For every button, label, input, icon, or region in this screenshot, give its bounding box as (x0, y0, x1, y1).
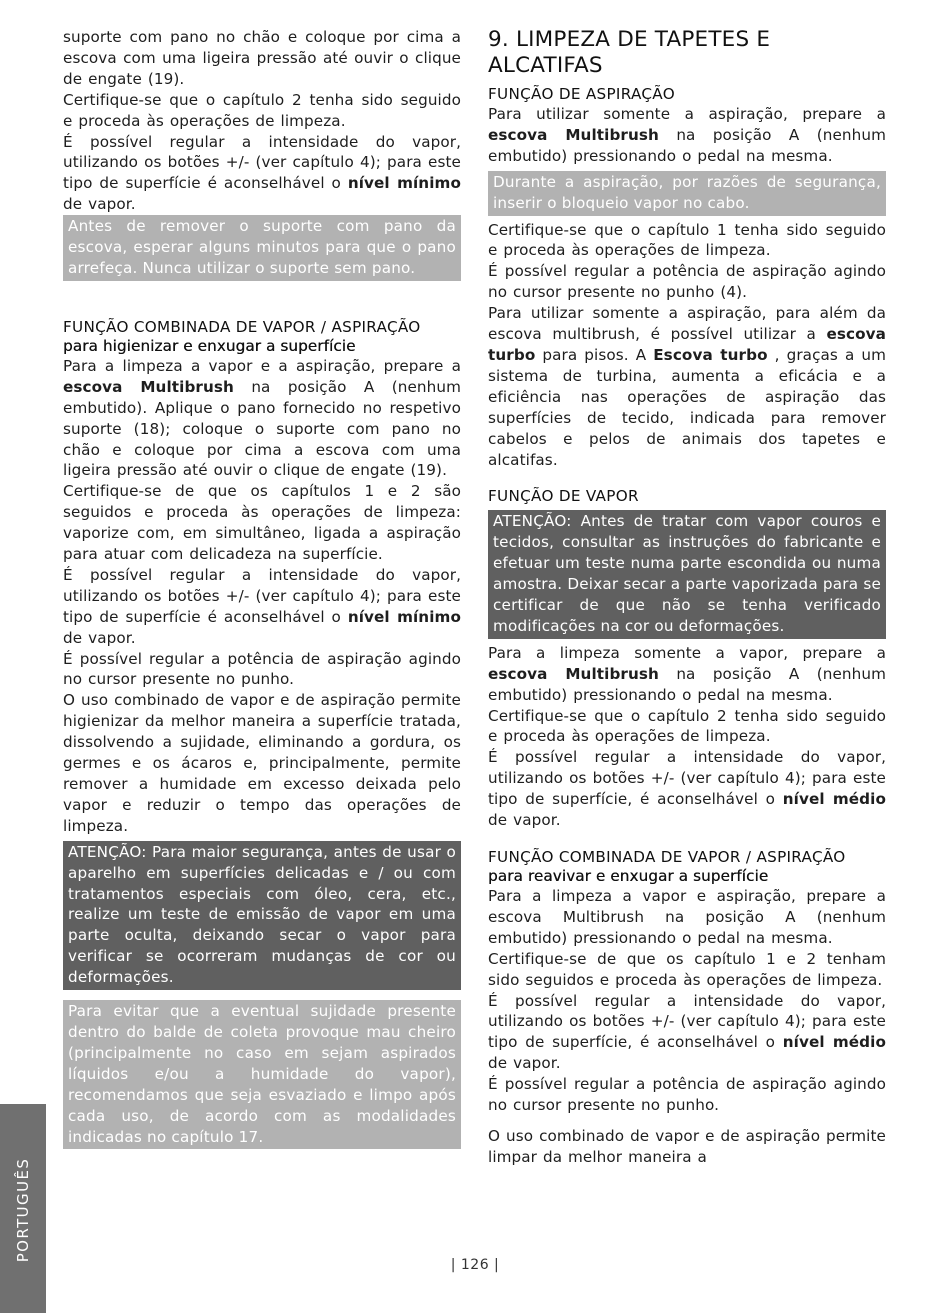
section-heading: FUNÇÃO DE ASPIRAÇÃO (488, 85, 675, 103)
paragraph: Para a limpeza a vapor e a aspiração, prepare a escova Multibrush na posição A (nenhum embutido). Aplique o pano fornecido no respetivo suporte (18); coloque o suporte com pano no chão e coloque por cima a escova com uma ligeira pressão até ouvir o clique de engate (19). (63, 356, 461, 480)
paragraph: É possível regular a potência de aspiração agindo no cursor presente no punho. (63, 649, 461, 689)
bold-term: escova Multibrush (488, 125, 659, 144)
section-heading: FUNÇÃO COMBINADA DE VAPOR / ASPIRAÇÃO (488, 848, 846, 866)
bold-term: Escova turbo (653, 345, 768, 364)
paragraph: Para utilizar somente a aspiração, prepare a escova Multibrush na posição A (nenhum embutido) pressionando o pedal na mesma. (488, 105, 886, 165)
bold-term: nível médio (782, 1033, 886, 1052)
paragraph: Certifique-se que o capítulo 2 tenha sido seguido e proceda às operações de limpeza. (63, 90, 461, 130)
bold-term: escova Multibrush (488, 664, 659, 683)
bold-term: nível mínimo (347, 174, 461, 193)
paragraph: É possível regular a intensidade do vapor, utilizando os botões +/- (ver capítulo 4); para este tipo de superfície, é aconselhável o nível médio de vapor. (488, 748, 886, 830)
paragraph: É possível regular a potência de aspiração agindo no cursor presente no punho. (488, 1075, 886, 1115)
paragraph: Certifique-se que o capítulo 2 tenha sido seguido e proceda às operações de limpeza. (488, 706, 886, 746)
paragraph: Para utilizar somente a aspiração, para além da escova multibrush, é possível utilizar a escova turbo para pisos. A Escova turbo , graças a um sistema de turbina, aumenta a eficácia e a eficiência nas operações de aspiração das superfícies de tecido, indicada para remover cabelos e pelos de animais dos tapetes e alcatifas. (488, 304, 886, 469)
paragraph: É possível regular a intensidade do vapor, utilizando os botões +/- (ver capítulo 4); para este tipo de superfície é aconselhável o nível mínimo de vapor. (63, 565, 461, 647)
section-subheading: para higienizar e enxugar a superfície (63, 336, 356, 355)
language-label: PORTUGUÊS (14, 1157, 32, 1263)
paragraph: O uso combinado de vapor e de aspiração permite higienizar da melhor maneira a superfície tratada, dissolvendo a sujidade, eliminando a gordura, os germes e os ácaros e, principalmente, permite remover a humidade em excesso deixada pelo vapor e reduzir o tempo das operações de limpeza. (63, 691, 461, 835)
paragraph: suporte com pano no chão e coloque por cima a escova com uma ligeira pressão até ouvir o clique de engate (19). (63, 28, 461, 88)
paragraph: Certifique-se que o capítulo 1 tenha sido seguido e proceda às operações de limpeza. (488, 220, 886, 260)
paragraph: Certifique-se de que os capítulos 1 e 2 são seguidos e proceda às operações de limpeza: vaporize com, em simultâneo, ligada a aspiração para atuar com delicadeza na superfície. (63, 482, 461, 564)
note-box: Para evitar que a eventual sujidade presente dentro do balde de coleta provoque mau cheiro (principalmente no caso em sejam aspirados líquidos e/ou a humidade do vapor), recomendamos que seja esvaziado e limpo após cada uso, de acordo com as modalidades indicadas no capítulo 17. (63, 1000, 461, 1149)
paragraph: É possível regular a intensidade do vapor, utilizando os botões +/- (ver capítulo 4); para este tipo de superfície, é aconselhável o nível médio de vapor. (488, 991, 886, 1073)
paragraph: O uso combinado de vapor e de aspiração permite limpar da melhor maneira a (488, 1126, 886, 1166)
paragraph: É possível regular a potência de aspiração agindo no cursor presente no punho (4). (488, 262, 886, 302)
left-column (63, 27, 461, 1149)
section-subheading: para reavivar e enxugar a superfície (488, 867, 769, 885)
bold-term: nível mínimo (347, 607, 461, 626)
note-box: Durante a aspiração, por razões de segurança, inserir o bloqueio vapor no cabo. (488, 171, 886, 216)
warning-box: ATENÇÃO: Para maior segurança, antes de usar o aparelho em superfícies delicadas e / ou com tratamentos especiais com óleo, cera, etc., realize um teste de emissão de vapor em uma parte oculta, deixando secar o vapor para verificar se ocorreram mudanças de cor ou deformações. (63, 841, 461, 990)
paragraph: Para a limpeza a vapor e aspiração, prepare a escova Multibrush na posição A (nenhum embutido) pressionando o pedal na mesma. (488, 887, 886, 947)
right-column (488, 27, 886, 1168)
note-box: Antes de remover o suporte com pano da escova, esperar alguns minutos para que o pano arrefeça. Nunca utilizar o suporte sem pano. (63, 215, 461, 281)
paragraph: Certifique-se de que os capítulo 1 e 2 tenham sido seguidos e proceda às operações de limpeza. (488, 949, 886, 989)
section-heading: FUNÇÃO DE VAPOR (488, 487, 639, 506)
paragraph: Para a limpeza somente a vapor, prepare a escova Multibrush na posição A (nenhum embutido) pressionando o pedal na mesma. (488, 643, 886, 704)
page-number: | 126 | (450, 1257, 500, 1273)
bold-term: nível médio (782, 790, 886, 809)
paragraph: É possível regular a intensidade do vapor, utilizando os botões +/- (ver capítulo 4); para este tipo de superfície é aconselhável o nível mínimo de vapor. (63, 132, 461, 214)
bold-term: escova Multibrush (63, 377, 234, 396)
warning-box: ATENÇÃO: Antes de tratar com vapor couros e tecidos, consultar as instruções do fabricante e efetuar um teste numa parte escondida ou numa amostra. Deixar secar a parte vaporizada para se certificar de que não se tenha verificado modificações na cor ou deformações. (488, 510, 886, 638)
bold-term: escova turbo (488, 325, 886, 364)
section-heading: FUNÇÃO COMBINADA DE VAPOR / ASPIRAÇÃO (63, 317, 421, 336)
chapter-title: 9. LIMPEZA DE TAPETES E ALCATIFAS (488, 27, 771, 78)
